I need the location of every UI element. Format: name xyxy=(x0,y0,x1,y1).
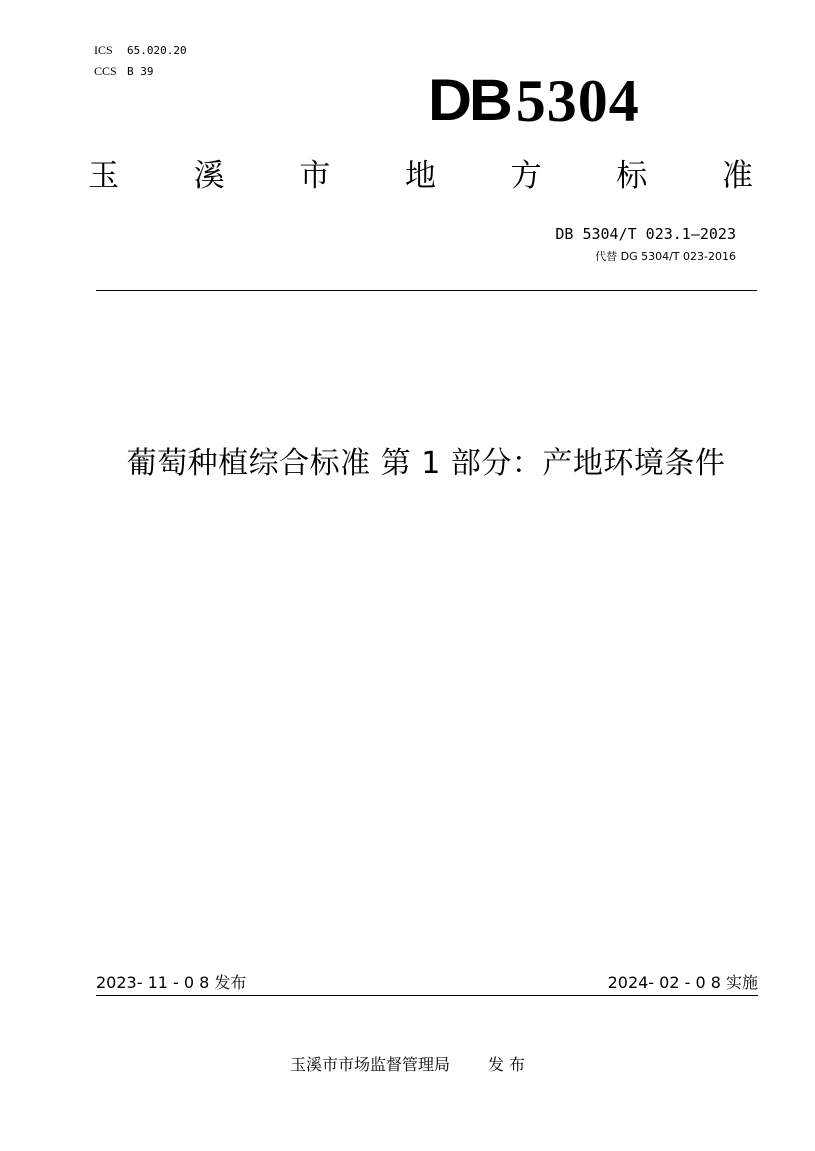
db-logo-prefix: DB xyxy=(428,68,510,133)
standard-code: DB 5304/T 023.1—2023 xyxy=(555,225,736,243)
date-row xyxy=(96,972,758,994)
publisher-name: 玉溪市市场监督管理局 xyxy=(289,1055,450,1074)
ccs-value: B 39 xyxy=(127,65,154,78)
implement-date: 2024- 02 - 0 8 实施 xyxy=(607,973,758,992)
top-divider xyxy=(96,290,757,291)
standard-type-char: 市 xyxy=(299,158,331,194)
standard-type-heading xyxy=(88,156,753,196)
publisher-action: 发 布 xyxy=(487,1055,526,1074)
replaces-note: 代替 DG 5304/T 023-2016 xyxy=(595,250,736,263)
ics-label: ICS xyxy=(94,43,113,57)
publisher-line xyxy=(0,1054,815,1076)
issue-date: 2023- 11 - 0 8 发布 xyxy=(96,973,247,992)
ics-line xyxy=(94,40,187,61)
standard-type-char: 玉 xyxy=(88,158,119,194)
standard-type-char: 标 xyxy=(616,158,648,194)
db-logo-number: 5304 xyxy=(515,68,640,134)
standard-type-char: 地 xyxy=(404,158,436,194)
standard-type-char: 准 xyxy=(721,158,753,194)
ics-value: 65.020.20 xyxy=(127,44,187,57)
classification-block xyxy=(94,40,187,82)
ccs-line xyxy=(94,61,187,82)
ccs-label: CCS xyxy=(94,64,117,78)
standard-type-char: 溪 xyxy=(193,158,225,194)
standard-type-char: 方 xyxy=(510,158,542,194)
db-logo xyxy=(428,70,640,132)
document-title: 葡萄种植综合标准 第 1 部分：产地环境条件 xyxy=(126,446,726,481)
bottom-divider xyxy=(96,995,758,996)
